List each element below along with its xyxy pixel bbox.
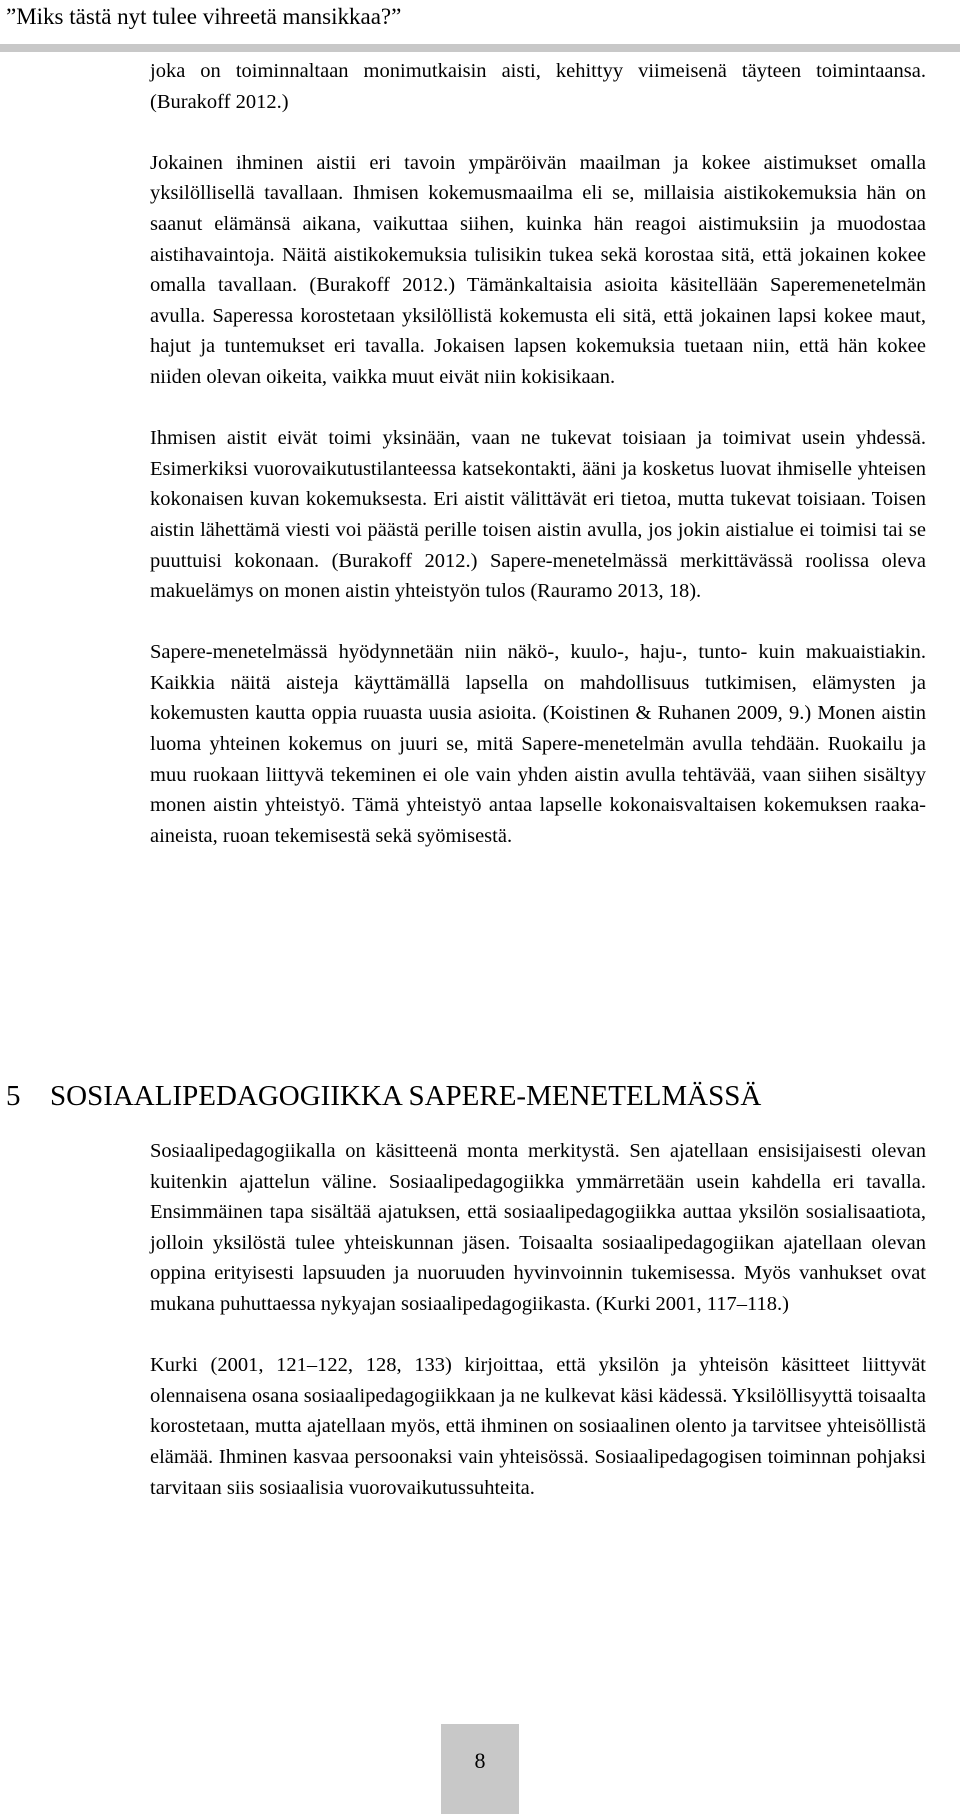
paragraph: Sosiaalipedagogiikalla on käsitteenä monta merkitystä. Sen ajatellaan ensisijaisesti olevan kuitenkin ajattelun väline. Sosiaalipedagogiikka ymmärretään usein kahdella eri tavalla. Ensimmäinen tapa sisältää ajatuksen, että sosiaalipedagogiikka auttaa yksilön sosialisaatiota, jolloin yksilöstä tulee yhteiskunnan jäsen. Toisaalta sosiaalipedagogiikan ajatellaan olevan oppina erityisesti lapsuuden ja nuoruuden hyvinvoinnin tukemisessa. Myös vanhukset ovat mukana puhuttaessa nykyajan sosiaalipedagogiikasta. (Kurki 2001, 117–118.): [150, 1140, 926, 1315]
paragraph: Kurki (2001, 121–122, 128, 133) kirjoittaa, että yksilön ja yhteisön käsitteet liittyvät olennaisena osana sosiaalipedagogiikkaan ja ne kulkevat käsi kädessä. Yksilöllisyyttä toisaalta korostetaan, mutta ajatellaan myös, että ihminen on sosiaalinen olento ja tarvitsee yhteisöllistä elämää. Ihminen kasvaa persoonaksi vain yhteisössä. Sosiaalipedagogisen toiminnan pohjaksi tarvitaan siis sosiaalisia vuorovaikutussuhteita.: [150, 1354, 926, 1499]
header-title: ”Miks tästä nyt tulee vihreetä mansikkaa?”: [6, 4, 402, 29]
paragraph: Jokainen ihminen aistii eri tavoin ympäröivän maailman ja kokee aistimukset omalla yksilöllisellä tavallaan. Ihmisen kokemusmaailma eli se, millaisia aistikokemuksia hän on saanut elämänsä aikana, vaikuttaa siihen, kuinka hän reagoi aistimuksiin ja muodostaa aistihavaintoja. Näitä aistikokemuksia tulisikin tukea sekä korostaa sitä, että jokainen kokee omalla tavallaan. (Burakoff 2012.) Tämänkaltaisia asioita käsitellään Saperemenetelmän avulla. Saperessa korostetaan yksilöllistä kokemusta eli sitä, että jokainen lapsi kokee maut, hajut ja tuntemukset eri tavalla. Jokaisen lapsen kokemuksia tuetaan niin, että hän kokee niiden olevan oikeita, vaikka muut eivät niin kokisikaan.: [150, 151, 926, 388]
body-text-top: [150, 56, 926, 851]
page-number: 8: [474, 1748, 486, 1773]
body-text-section: [150, 1136, 926, 1503]
running-header: [0, 0, 960, 52]
paragraph: Sapere-menetelmässä hyödynnetään niin näkö-, kuulo-, haju-, tunto- kuin makuaistiakin. Kaikkia näitä aisteja käyttämällä lapsella on mahdollisuus tutkimisen, elämysten ja kokemusten kautta oppia ruuasta uusia asioita. (Koistinen & Ruhanen 2009, 9.) Monen aistin luoma yhteinen kokemus on juuri se, mitä Sapere-menetelmän avulla tehdään. Ruokailu ja muu ruokaan liittyvä tekeminen ei ole vain yhden aistin avulla tehtävää, vaan siihen sisältyy monen aistin yhteistyö. Tämä yhteistyö antaa lapselle kokonaisvaltaisen kokemuksen raaka-aineista, ruoan tekemisestä sekä syömisestä.: [150, 641, 926, 847]
section-title: SOSIAALIPEDAGOGIIKKA SAPERE-MENETELMÄSSÄ: [50, 1080, 762, 1112]
paragraph: Ihmisen aistit eivät toimi yksinään, vaan ne tukevat toisiaan ja toimivat usein yhdessä. Esimerkiksi vuorovaikutustilanteessa katsekontakti, ääni ja kosketus luovat ihmiselle yhteisen kokonaisen kuvan kokemuksesta. Eri aistit välittävät eri tietoa, mutta tukevat toisiaan. Toisen aistin lähettämä viesti voi päästä perille toisen aistin avulla, jos jokin aistialue ei toimisi tai se puuttuisi kokonaan. (Burakoff 2012.) Sapere-menetelmässä merkittävässä roolissa oleva makuelämys on monen aistin yhteistyön tulos (Rauramo 2013, 18).: [150, 427, 926, 603]
section-heading: [6, 1078, 761, 1114]
paragraph: joka on toiminnaltaan monimutkaisin aisti, kehittyy viimeisenä täyteen toimintaansa. (Burakoff 2012.): [150, 60, 926, 113]
page-number-box: [441, 1724, 519, 1814]
section-number: 5: [6, 1080, 21, 1112]
